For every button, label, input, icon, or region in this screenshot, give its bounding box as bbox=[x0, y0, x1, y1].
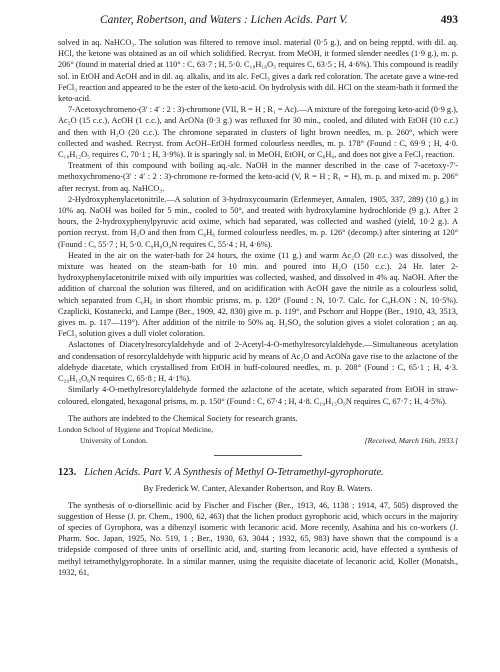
paragraph: Similarly 4-O-methylresorcylaldehyde formed the azlactone of the acetate, which separated from EtOH in straw-coloured, elongated, hexagonal prisms, m. p. 150° (Found : C, 67·4 ; H, 4·8. C₁₉H₁₅O₅N requires C, 67·7 ; H, 4·5%). bbox=[58, 385, 458, 406]
article-number: 123. bbox=[58, 467, 77, 479]
acknowledgement: The authors are indebted to the Chemical Society for research grants. bbox=[68, 413, 298, 423]
paragraph: The synthesis of o-diorsellinic acid by Fischer and Fischer (Ber., 1913, 46, 1138 ; 1914, 47, 505) disproved the suggestion of Hesse (J. pr. Chem., 1900, 62, 463) that the lichen product gyrophoric acid, which occurs in the majority of species of Gyrophora, was a dibenzyl isomeric with lecanoric acid. More recently, Asahina and his co-workers (J. Pharm. Soc. Japan, 1925, No. 519, 1 ; Ber., 1930, 63, 3044 ; 1932, 65, 983) have shown that the compound is a tridepside composed of three units of orsellinic acid, and, starting from lecanoric acid, have effected a synthesis of methyl tetramethylgyrophorate. In a similar manner, using the requisite diacetate of lecanoric acid, Koller (Monatsh., 1932, 61, bbox=[58, 500, 458, 577]
paragraph: 7-Acetoxychromeno-(3′ : 4′ : 2 : 3)-chromone (VII, R = H ; R₁ = Ac).—A mixture of the foregoing keto-acid (0·9 g.), Ac₂O (15 c.c.), AcOH (1 c.c.), and AcONa (0·3 g.) was refluxed for 30 min., cooled, and diluted with EtOH (10 c.c.) and then with H₂O (20 c.c.). The chromone separated in clusters of light brown needles, m. p. 260°, which were collected and washed. Recryst. from AcOH–EtOH formed colourless needles, m. p. 178° (Found : C, 69·9 ; H, 4·0. C₁₈H₁₂O₅ requires C, 70·1 ; H, 3·9%). It is sparingly sol. in MeOH, EtOH, or C₆H₆, and does not give a FeCl₃ reaction. bbox=[58, 105, 458, 160]
paragraph: Heated in the air on the water-bath for 24 hours, the oxime (11 g.) and warm Ac₂O (20 c.c.) was dissolved, the mixture was heated on the steam-bath for 10 min. and poured into H₂O (150 c.c.). 24 Hr. later 2-hydroxyphenylacetonitrile mixed with oily impurities was collected, washed, and dissolved in 4% aq. NaOH. After the addition of charcoal the solution was filtered, and on acidification with AcOH gave the nitrile as a colourless solid, which separated from C₆H₆ in short rhombic prisms, m. p. 120° (Found : N, 10·7. Calc. for C₈H₇ON : N, 10·5%). Czaplicki, Kostanecki, and Lampe (Ber., 1909, 42, 830) give m. p. 119°, and Pschorr and Hoppe (Ber., 1910, 43, 3513, gives m. p. 117—119°). After addition of the nitrile to 50% aq. H₂SO₄ the solution gives a violet coloration ; an aq. FeCl₃ solution gives a dull violet coloration. bbox=[58, 250, 458, 339]
article-title bbox=[58, 466, 458, 479]
paragraph: Aslactones of Diacetylresorcylaldehyde and of 2-Acetyl-4-O-methylresorcylaldehyde.—Simultaneous acetylation and condensation of resorcylaldehyde with hippuric acid by means of Ac₂O and AcONa gave rise to the azlactone of the aldehyde diacetate, which crystallised from EtOH in buff-coloured needles, m. p. 208° (Found : C, 65·1 ; H, 4·3. C₂₀H₁₅O₆N requires C, 65·8 ; H, 4·1%). bbox=[58, 340, 458, 384]
paragraph: 2-Hydroxyphenylacetonitrile.—A solution of 3-hydroxycoumarin (Erlenmeyer, Annalen, 1905, 337, 289) (10 g.) in 10% aq. NaOH was boiled for 5 min., cooled to 50°, and treated with hydroxylamine hydrochloride (9 g.). After 2 hours, the 2-hydroxyphenylpyruvic acid oxime, which had separated, was collected and washed (yield, 10·2 g.). A portion recryst. from H₂O and then from C₆H₆ formed colourless needles, m. p. 126° (decomp.) after sintering at 120° (Found : C, 55·7 ; H, 5·0. C₉H₉O₄N requires C, 55·4 ; H, 4·6%). bbox=[58, 194, 458, 249]
section-divider bbox=[214, 455, 302, 456]
running-header bbox=[58, 14, 458, 30]
paragraph: solved in aq. NaHCO₃. The solution was filtered to remove insol. material (0·5 g.), and on being repptd. with dil. aq. HCl, the ketone was obtained as an oil which solidified. Recryst. from MeOH, it formed slender needles (1·9 g.), m. p. 206° (found in material dried at 110° : C, 63·7 ; H, 5·0. C₁₈H₁₆O₅ requires C, 63·5 ; H, 4·6%). This compound is readily sol. in EtOH and AcOH and in dil. aq. alkalis, and its alc. FeCl₃ gives a dark red coloration. The acetate gave a wine-red FeCl₃ reaction and appeared to be the ester of the keto-acid. On hydrolysis with dil. HCl on the steam-bath it formed the keto-acid. bbox=[58, 38, 458, 104]
affiliation-block bbox=[58, 424, 458, 446]
paragraph: Treatment of this compound with boiling aq.-alc. NaOH in the manner described in the case of 7-acetoxy-7′-methoxychromeno-(3′ : 4′ : 2 : 3)-chromone re-formed the keto-acid (V, R = H ; R₁ = H), m. p. and mixed m. p. 206° after recryst. from aq. NaHCO₃. bbox=[58, 161, 458, 193]
page-number: 493 bbox=[440, 14, 458, 26]
article-title-text: Lichen Acids. Part V. A Synthesis of Methyl O-Tetramethyl-gyrophorate. bbox=[84, 467, 384, 479]
received-date: [Received, March 16th, 1933.] bbox=[364, 436, 458, 446]
article-body bbox=[58, 37, 458, 578]
address-line: London School of Hygiene and Tropical Medicine, bbox=[58, 424, 214, 434]
author-line: By Frederick W. Canter, Alexander Robertson, and Roy B. Waters. bbox=[143, 483, 373, 494]
article-section bbox=[58, 466, 458, 578]
running-head: Canter, Robertson, and Waters : Lichen Acids. Part V. bbox=[100, 14, 348, 26]
address-line: University of London. bbox=[80, 436, 148, 446]
